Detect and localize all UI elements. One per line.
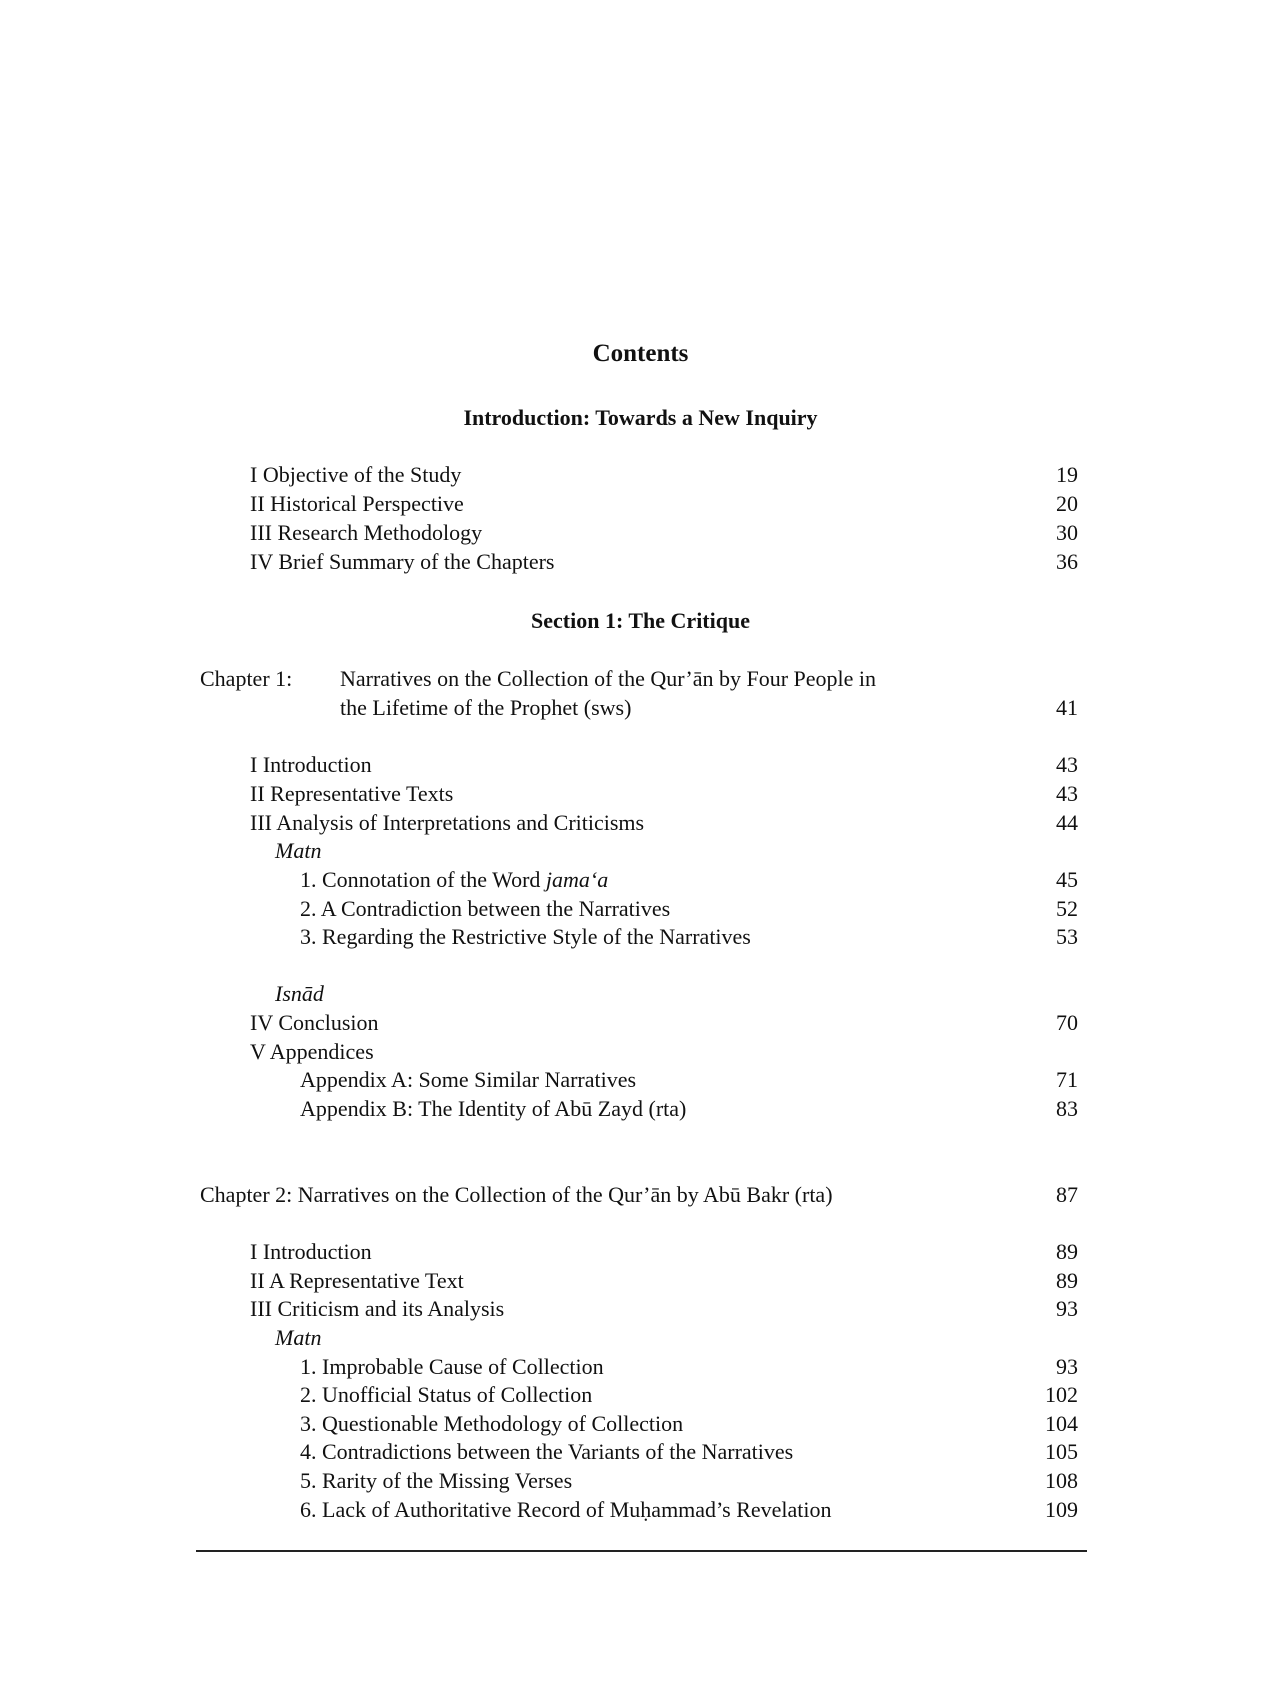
toc-entry-label: II Historical Perspective	[250, 491, 464, 516]
toc-entry-page: 20	[1056, 491, 1078, 516]
toc-entry[interactable]	[250, 1437, 1078, 1466]
toc-entry-label: II Representative Texts	[250, 781, 454, 806]
toc-entry-page: 108	[1045, 1468, 1078, 1493]
toc-entry-page: 19	[1056, 462, 1078, 487]
toc-entry[interactable]	[250, 1380, 1078, 1409]
toc-entry[interactable]	[250, 1037, 1078, 1066]
toc-entry-label: 2. Unofficial Status of Collection	[300, 1382, 593, 1407]
toc-entry-label: 2. A Contradiction between the Narratives	[300, 896, 671, 921]
chapter-title-line-2: the Lifetime of the Prophet (sws)	[340, 695, 632, 720]
toc-entry-label: I Objective of the Study	[250, 462, 462, 487]
toc-entry[interactable]	[250, 779, 1078, 808]
introduction-heading: Introduction: Towards a New Inquiry	[463, 405, 818, 430]
toc-entry[interactable]	[250, 1294, 1078, 1323]
toc-entry[interactable]	[250, 1237, 1078, 1266]
toc-entry[interactable]	[250, 1065, 1078, 1094]
chapter-1-heading-cont[interactable]	[250, 693, 1078, 722]
chapter-title: Chapter 2: Narratives on the Collection of the Qur’ān by Abū Bakr (rta)	[200, 1182, 833, 1207]
toc-entry[interactable]	[250, 460, 1078, 489]
toc-entry-page: 105	[1045, 1439, 1078, 1464]
toc-entry[interactable]	[250, 1094, 1078, 1123]
toc-entry[interactable]	[250, 1466, 1078, 1495]
toc-entry-label: III Analysis of Interpretations and Criticisms	[250, 810, 645, 835]
toc-entry[interactable]	[250, 922, 1078, 951]
toc-entry-label: II A Representative Text	[250, 1268, 464, 1293]
toc-entry[interactable]	[250, 1008, 1078, 1037]
toc-entry-label: 3. Questionable Methodology of Collection	[300, 1411, 684, 1436]
toc-entry-label: I Introduction	[250, 752, 372, 777]
toc-entry[interactable]	[250, 808, 1078, 837]
toc-entry[interactable]	[250, 1409, 1078, 1438]
toc-entry-label: 4. Contradictions between the Variants of the Narratives	[300, 1439, 794, 1464]
toc-entry-label: IV Brief Summary of the Chapters	[250, 549, 555, 574]
chapter-title-line-1: Narratives on the Collection of the Qur’ān by Four People in	[340, 666, 877, 691]
toc-entry-page: 93	[1056, 1354, 1078, 1379]
subheading-matn	[250, 1323, 1078, 1352]
toc-entry-label-italic: jama‘a	[545, 867, 609, 892]
toc-entry-page: 93	[1056, 1296, 1078, 1321]
subheading-label: Matn	[275, 838, 322, 863]
chapter-label: Chapter 1:	[200, 666, 293, 691]
toc-entry-page: 109	[1045, 1497, 1078, 1522]
chapter-2-heading[interactable]	[200, 1180, 1078, 1209]
subheading-label: Isnād	[275, 981, 324, 1006]
toc-entry-page: 89	[1056, 1239, 1078, 1264]
toc-entry-page: 89	[1056, 1268, 1078, 1293]
subheading-label: Matn	[275, 1325, 322, 1350]
toc-entry-label: III Research Methodology	[250, 520, 483, 545]
toc-entry-page: 43	[1056, 752, 1078, 777]
toc-entry-label: 3. Regarding the Restrictive Style of the Narratives	[300, 924, 751, 949]
toc-entry-label-text: 1. Connotation of the Word	[300, 867, 546, 892]
footer-rule	[196, 1550, 1087, 1552]
toc-entry-page: 41	[1056, 695, 1078, 720]
toc-entry-page: 87	[1056, 1182, 1078, 1207]
section-heading: Section 1: The Critique	[531, 608, 750, 633]
subheading-isnad	[250, 979, 1078, 1008]
toc-entry[interactable]	[250, 1352, 1078, 1381]
toc-entry-page: 36	[1056, 549, 1078, 574]
page-title: Contents	[592, 340, 689, 367]
toc-entry[interactable]	[250, 518, 1078, 547]
toc-entry-label: 5. Rarity of the Missing Verses	[300, 1468, 573, 1493]
toc-entry-page: 83	[1056, 1096, 1078, 1121]
toc-entry-page: 71	[1056, 1067, 1078, 1092]
toc-entry-page: 44	[1056, 810, 1078, 835]
toc-entry-label: III Criticism and its Analysis	[250, 1296, 505, 1321]
toc-entry-label: Appendix A: Some Similar Narratives	[300, 1067, 637, 1092]
toc-entry-label: Appendix B: The Identity of Abū Zayd (rta)	[300, 1096, 687, 1121]
toc-entry-label: 6. Lack of Authoritative Record of Muḥammad’s Revelation	[300, 1497, 832, 1522]
chapter-1-heading[interactable]	[200, 664, 1078, 693]
toc-entry[interactable]	[250, 1266, 1078, 1295]
toc-entry-label: V Appendices	[250, 1039, 374, 1064]
toc-entry-label	[300, 865, 608, 894]
toc-entry-page: 52	[1056, 896, 1078, 921]
toc-entry-label: 1. Improbable Cause of Collection	[300, 1354, 604, 1379]
toc-entry-page: 43	[1056, 781, 1078, 806]
toc-entry-page: 104	[1045, 1411, 1078, 1436]
toc-entry-page: 102	[1045, 1382, 1078, 1407]
toc-entry[interactable]	[250, 489, 1078, 518]
toc-entry-label: IV Conclusion	[250, 1010, 379, 1035]
toc-entry-page: 70	[1056, 1010, 1078, 1035]
toc-entry[interactable]	[250, 865, 1078, 894]
toc-entry[interactable]	[250, 894, 1078, 923]
toc-entry-page: 45	[1056, 867, 1078, 892]
toc-entry-page: 30	[1056, 520, 1078, 545]
toc-entry[interactable]	[250, 547, 1078, 576]
subheading-matn	[250, 836, 1078, 865]
toc-entry-label: I Introduction	[250, 1239, 372, 1264]
toc-entry[interactable]	[250, 750, 1078, 779]
toc-entry-page: 53	[1056, 924, 1078, 949]
toc-entry[interactable]	[250, 1495, 1078, 1524]
